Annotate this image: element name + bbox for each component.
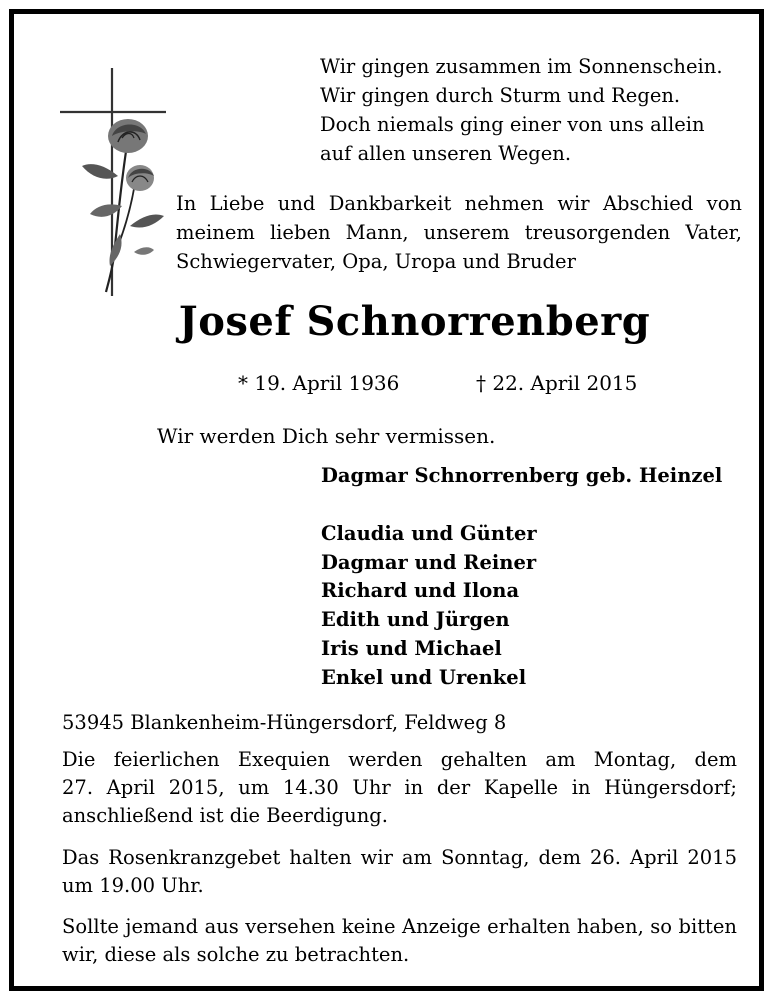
rosary-paragraph (62, 844, 737, 900)
paragraph-line: Die feierlichen Exequien werden gehalten am Montag, dem (62, 748, 737, 771)
spouse-name: Dagmar Schnorrenberg geb. Heinzel (321, 464, 723, 487)
intro-line: In Liebe und Dankbarkeit nehmen wir Abschied von (176, 192, 742, 215)
paragraph-line: 27. April 2015, um 14.30 Uhr in der Kapelle in Hüngersdorf; (62, 776, 737, 799)
paragraph-line: anschließend ist die Beerdigung. (62, 804, 388, 827)
address: 53945 Blankenheim-Hüngersdorf, Feldweg 8 (62, 711, 507, 734)
closing-paragraph (62, 913, 737, 969)
birth-date: * 19. April 1936 (238, 371, 400, 395)
death-date: † 22. April 2015 (476, 371, 638, 395)
family-member: Claudia und Günter (321, 522, 537, 545)
poem-line: Wir gingen zusammen im Sonnenschein. (320, 55, 723, 78)
paragraph-line: Sollte jemand aus versehen keine Anzeige erhalten haben, so bitten (62, 915, 737, 938)
deceased-name: Josef Schnorrenberg (178, 298, 651, 345)
paragraph-line: um 19.00 Uhr. (62, 874, 204, 897)
poem-line: Doch niemals ging einer von uns allein (320, 113, 705, 136)
family-member: Enkel und Urenkel (321, 665, 527, 689)
exequien-paragraph (62, 746, 737, 830)
intro-line: Schwiegervater, Opa, Uropa und Bruder (176, 250, 576, 273)
family-member: Dagmar und Reiner (321, 550, 537, 574)
paragraph-line: Das Rosenkranzgebet halten wir am Sonntag, dem 26. April 2015 (62, 846, 737, 869)
farewell-text: Wir werden Dich sehr vermissen. (157, 424, 496, 448)
family-member: Richard und Ilona (321, 579, 520, 603)
poem-line: auf allen unseren Wegen. (320, 142, 572, 165)
intro-text (176, 189, 742, 276)
cross-with-rose-icon (56, 56, 176, 306)
intro-line: meinem lieben Mann, unserem treusorgenden Vater, (176, 221, 742, 244)
family-member: Iris und Michael (321, 636, 502, 660)
family-member: Edith und Jürgen (321, 608, 510, 632)
poem (320, 52, 723, 168)
poem-line: Wir gingen durch Sturm und Regen. (320, 84, 681, 107)
obituary-card (9, 9, 764, 991)
family-list (321, 520, 537, 692)
paragraph-line: wir, diese als solche zu betrachten. (62, 943, 410, 966)
